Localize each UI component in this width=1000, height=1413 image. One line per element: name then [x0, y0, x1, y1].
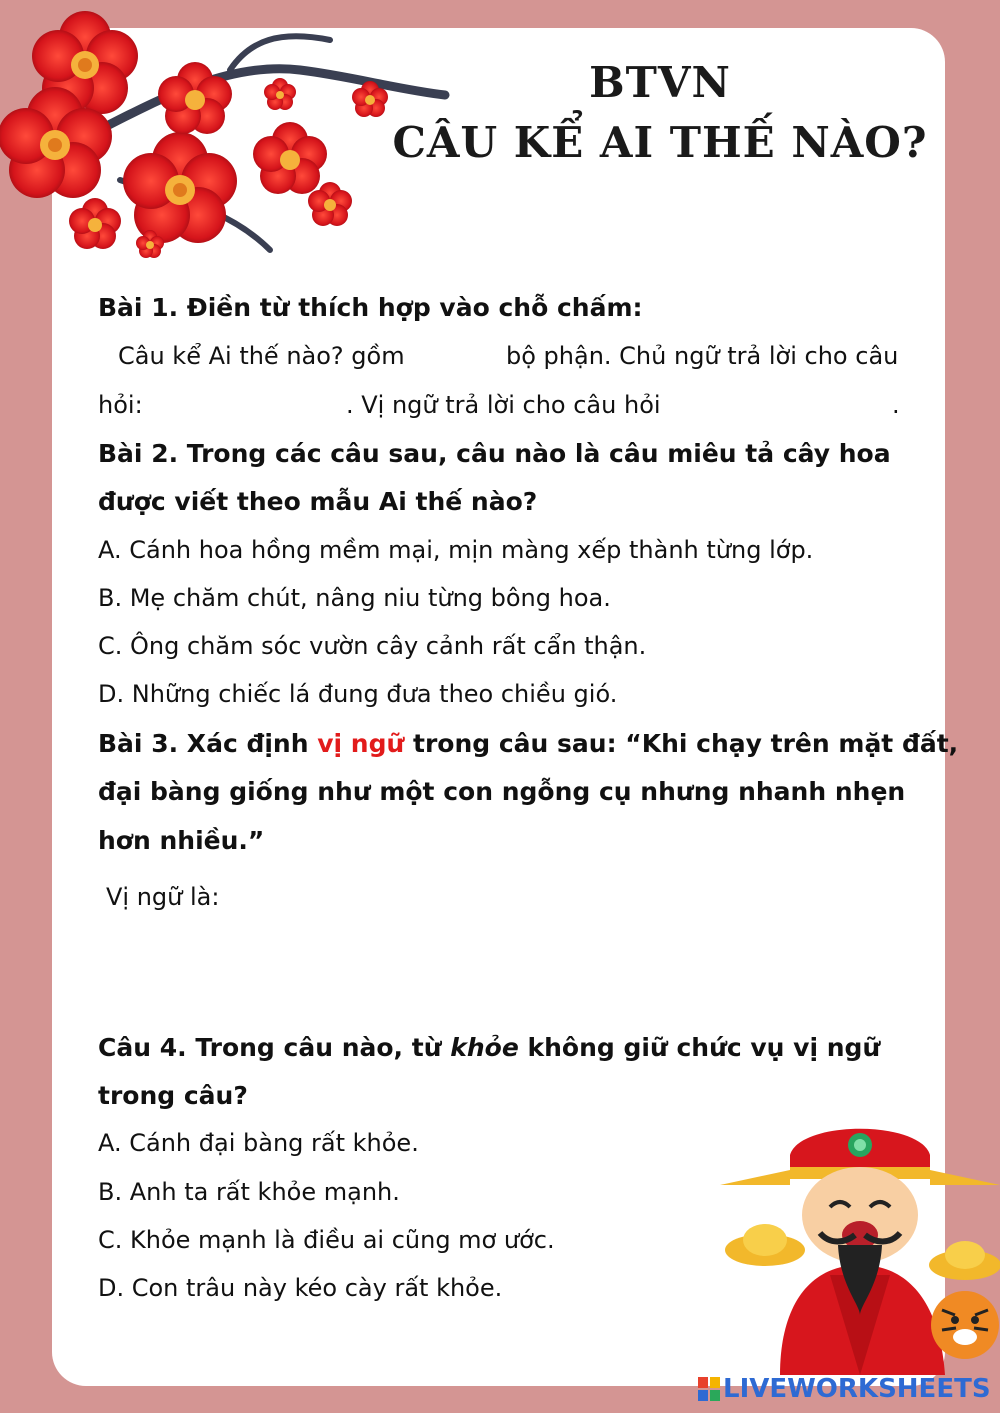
cau4-option-d: D. Con trâu này kéo cày rất khỏe. — [98, 1274, 503, 1302]
bai3-heading-line3: hơn nhiều.” — [98, 826, 265, 855]
cau4-heading-a: Câu 4. Trong câu nào, từ khỏe không giữ chức vụ vị ngữ — [98, 1033, 881, 1062]
cau4-option-b: B. Anh ta rất khỏe mạnh. — [98, 1178, 400, 1206]
bai3-answer-label: Vị ngữ là: — [106, 883, 220, 911]
bai2-option-d: D. Những chiếc lá đung đưa theo chiều gió. — [98, 680, 618, 708]
bai1-text-e: . — [892, 391, 900, 419]
liveworksheets-text: LIVEWORKSHEETS — [723, 1374, 991, 1404]
worksheet-title-line2: CÂU KỂ AI THẾ NÀO? — [392, 118, 928, 167]
bai1-heading: Bài 1. Điền từ thích hợp vào chỗ chấm: — [98, 293, 643, 322]
bai3-heading-line1 — [98, 729, 959, 758]
bai1-text-c: hỏi: — [98, 391, 143, 419]
god-of-wealth-illustration — [720, 1115, 1000, 1375]
bai3-highlight: vị ngữ — [317, 729, 405, 758]
worksheet-title-line1: BTVN — [589, 58, 731, 107]
bai1-text-a: Câu kể Ai thế nào? gồm — [118, 342, 405, 370]
cau4-option-a: A. Cánh đại bàng rất khỏe. — [98, 1129, 419, 1157]
cau4-heading-line1 — [98, 1033, 928, 1062]
bai3-heading-line2: đại bàng giống như một con ngỗng cụ nhưng nhanh nhẹn — [98, 777, 906, 806]
bai3-heading-b: trong câu sau: “Khi chạy trên mặt đất, — [404, 729, 959, 758]
bai1-text-d: . Vị ngữ trả lời cho câu hỏi — [346, 391, 661, 419]
bai2-heading-line1: Bài 2. Trong các câu sau, câu nào là câu miêu tả cây hoa — [98, 439, 891, 468]
bai3-heading-a: Bài 3. Xác định — [98, 729, 318, 758]
bai2-option-c: C. Ông chăm sóc vườn cây cảnh rất cẩn thận. — [98, 632, 647, 660]
bai1-text-b: bộ phận. Chủ ngữ trả lời cho câu — [506, 342, 899, 370]
bai2-option-a: A. Cánh hoa hồng mềm mại, mịn màng xếp thành từng lớp. — [98, 536, 814, 564]
liveworksheets-logo-icon — [698, 1377, 720, 1401]
liveworksheets-watermark — [698, 1374, 991, 1406]
bai2-heading-line2: được viết theo mẫu Ai thế nào? — [98, 487, 538, 516]
cau4-heading-line2: trong câu? — [98, 1081, 248, 1110]
bai2-option-b: B. Mẹ chăm chút, nâng niu từng bông hoa. — [98, 584, 611, 612]
cau4-option-c: C. Khỏe mạnh là điều ai cũng mơ ước. — [98, 1226, 555, 1254]
